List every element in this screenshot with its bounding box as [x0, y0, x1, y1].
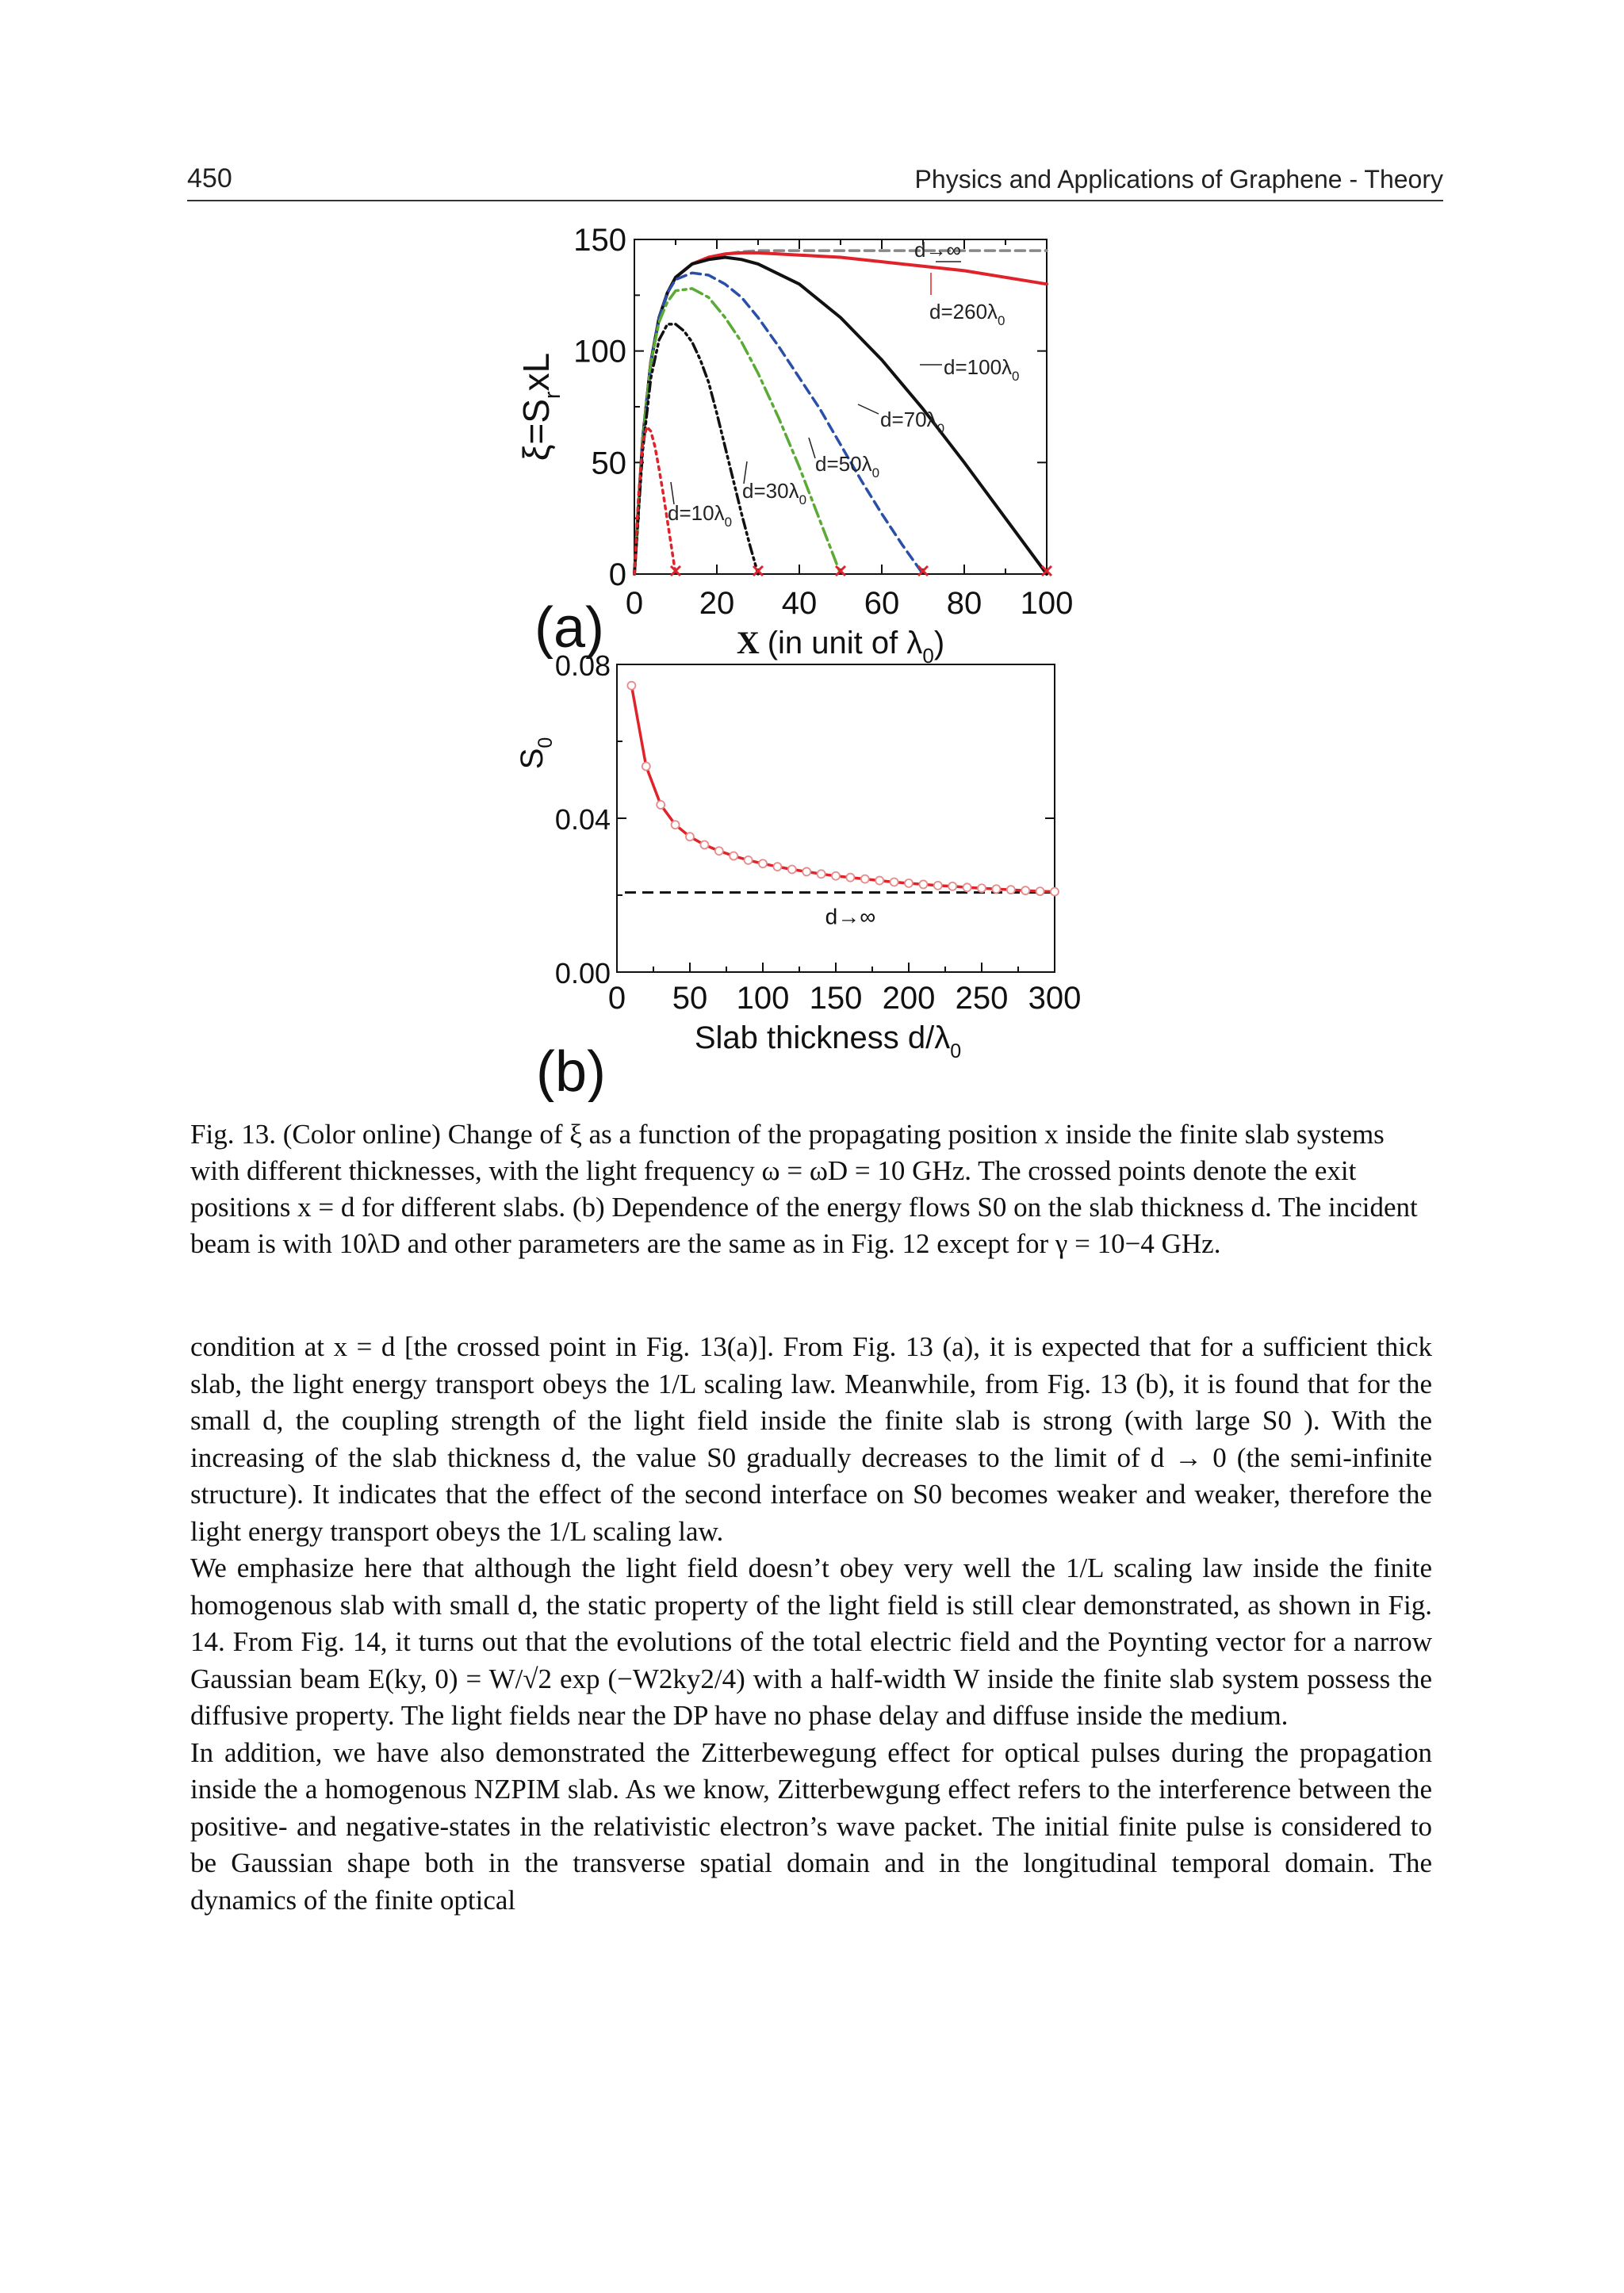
- annotation-pointer: [809, 438, 815, 458]
- y-axis-label: $\xi=S_rxL$: [515, 352, 565, 461]
- series-line-5: [634, 289, 841, 574]
- annotation-pointer: [858, 404, 879, 414]
- data-point: [657, 801, 665, 809]
- annotation-label: $d=50\lambda_0$: [815, 452, 880, 480]
- data-point: [627, 682, 635, 690]
- data-point: [788, 866, 796, 874]
- annotation-label: $d=30\lambda_0$: [742, 479, 807, 507]
- annotation-label: $d=260\lambda_0$: [929, 300, 1005, 328]
- y-tick-label: 100: [573, 334, 626, 369]
- x-tick-label: 40: [781, 586, 818, 621]
- data-point: [832, 872, 840, 880]
- x-axis-label: Slab thickness $d/\lambda_0$: [694, 1020, 962, 1062]
- figure-13-svg: [0, 206, 1624, 1102]
- page-number: 450: [187, 163, 232, 193]
- data-point: [978, 884, 986, 892]
- x-tick-label: 200: [882, 981, 936, 1016]
- data-point: [642, 763, 650, 771]
- data-point: [730, 852, 737, 860]
- data-point: [672, 821, 680, 829]
- x-axis-label: X (in unit of $\lambda_0$): [736, 625, 945, 668]
- y-tick-label: 0.00: [554, 957, 611, 990]
- data-point: [802, 867, 810, 875]
- y-tick-label: 0: [608, 557, 626, 592]
- running-title: Physics and Applications of Graphene - Theory: [914, 165, 1443, 193]
- data-point: [891, 879, 898, 886]
- x-tick-label: 20: [699, 586, 735, 621]
- data-point: [948, 882, 956, 890]
- x-tick-label: 100: [1020, 586, 1074, 621]
- figure-caption: Fig. 13. (Color online) Change of ξ as a function of the propagating position x inside the finite slab systems with different thicknesses, with the light frequency ω = ωD = 10 GHz. The crossed points denote the exit positions x = d for different slabs. (b) Dependence of the energy flows S0 on the slab thickness d. The incident beam is with 10λD and other parameters are the same as in Fig. 12 except for γ = 10−4 GHz.: [190, 1119, 1418, 1259]
- data-point: [963, 883, 971, 891]
- data-point: [818, 870, 825, 878]
- body-text: [190, 1329, 1432, 1919]
- panel-a-chart: [515, 223, 1073, 668]
- series-line: [631, 686, 1055, 892]
- annotation-label: $d=100\lambda_0$: [944, 355, 1020, 384]
- reference-line-label: d→∞: [825, 904, 876, 929]
- y-tick-label: 150: [573, 223, 626, 258]
- y-axis-label: $S_0$: [515, 737, 557, 770]
- annotation-label: $d=10\lambda_0$: [668, 501, 733, 530]
- data-point: [1036, 887, 1044, 895]
- x-tick-label: 300: [1028, 981, 1082, 1016]
- data-point: [715, 847, 723, 855]
- series-line-6: [634, 324, 758, 574]
- data-point: [919, 880, 927, 888]
- y-tick-label: 0.08: [554, 649, 611, 682]
- x-tick-label: 100: [736, 981, 790, 1016]
- annotation-label: $d=70\lambda_0$: [880, 408, 945, 436]
- panel-b-label: (b): [536, 1040, 606, 1102]
- x-tick-label: 0: [607, 981, 626, 1016]
- data-point: [875, 877, 883, 885]
- data-point: [861, 875, 869, 883]
- data-point: [846, 874, 854, 882]
- paragraph-2: We emphasize here that although the light field doesn’t obey very well the 1/L scaling law inside the finite homogenous slab with small d, the static property of the light field is still clear demonstrated, as shown in Fig. 14. From Fig. 14, it turns out that the evolutions of the total electric field and the Poynting vector for a narrow Gaussian beam E(ky, 0) = W/√2 exp (−W2ky2/4) with a half-width W inside the finite slab system possess the diffusive property. The light fields near the DP have no phase delay and diffuse inside the medium.: [190, 1552, 1432, 1731]
- x-tick-label: 50: [672, 981, 708, 1016]
- data-point: [759, 859, 767, 867]
- page-header: [187, 163, 1443, 201]
- data-point: [773, 863, 781, 871]
- annotation-label: d→∞: [914, 238, 961, 262]
- data-point: [700, 840, 708, 848]
- data-point: [686, 833, 694, 840]
- y-tick-label: 50: [591, 446, 626, 481]
- x-tick-label: 250: [955, 981, 1009, 1016]
- paragraph-1: condition at x = d [the crossed point in Fig. 13(a)]. From Fig. 13 (a), it is expected that for a sufficient thick slab, the light energy transport obeys the 1/L scaling law. Meanwhile, from Fig. 13 (b), it is found that for the small d, the coupling strength of the light field inside the finite slab is strong (with large S0 ). With the increasing of the slab thickness d, the value S0 gradually decreases to the limit of d → 0 (the semi-infinite structure). It indicates that the effect of the second interface on S0 becomes weaker and weaker, therefore the light energy transport obeys the 1/L scaling law.: [190, 1331, 1432, 1547]
- data-point: [934, 882, 942, 890]
- data-point: [905, 879, 913, 887]
- paragraph-3: In addition, we have also demonstrated the Zitterbewegung effect for optical pulses during the propagation inside the a homogenous NZPIM slab. As we know, Zitterbewgung effect refers to the interference between the positive- and negative-states in the relativistic electron’s wave packet. The initial finite pulse is considered to be Gaussian shape both in the transverse spatial domain and in the longitudinal temporal domain. The dynamics of the finite optical: [190, 1736, 1432, 1916]
- panel-b-chart: [515, 649, 1081, 1102]
- x-tick-label: 80: [946, 586, 982, 621]
- y-tick-label: 0.04: [554, 803, 611, 836]
- data-point: [1021, 886, 1029, 894]
- data-point: [745, 856, 753, 864]
- data-point: [1007, 886, 1015, 894]
- figure-13: [0, 206, 1624, 1102]
- panel-a-label: (a): [534, 596, 604, 660]
- x-tick-label: 60: [864, 586, 900, 621]
- data-point: [1051, 888, 1059, 896]
- data-point: [992, 885, 1000, 893]
- x-tick-label: 150: [809, 981, 863, 1016]
- x-tick-label: 0: [625, 586, 644, 621]
